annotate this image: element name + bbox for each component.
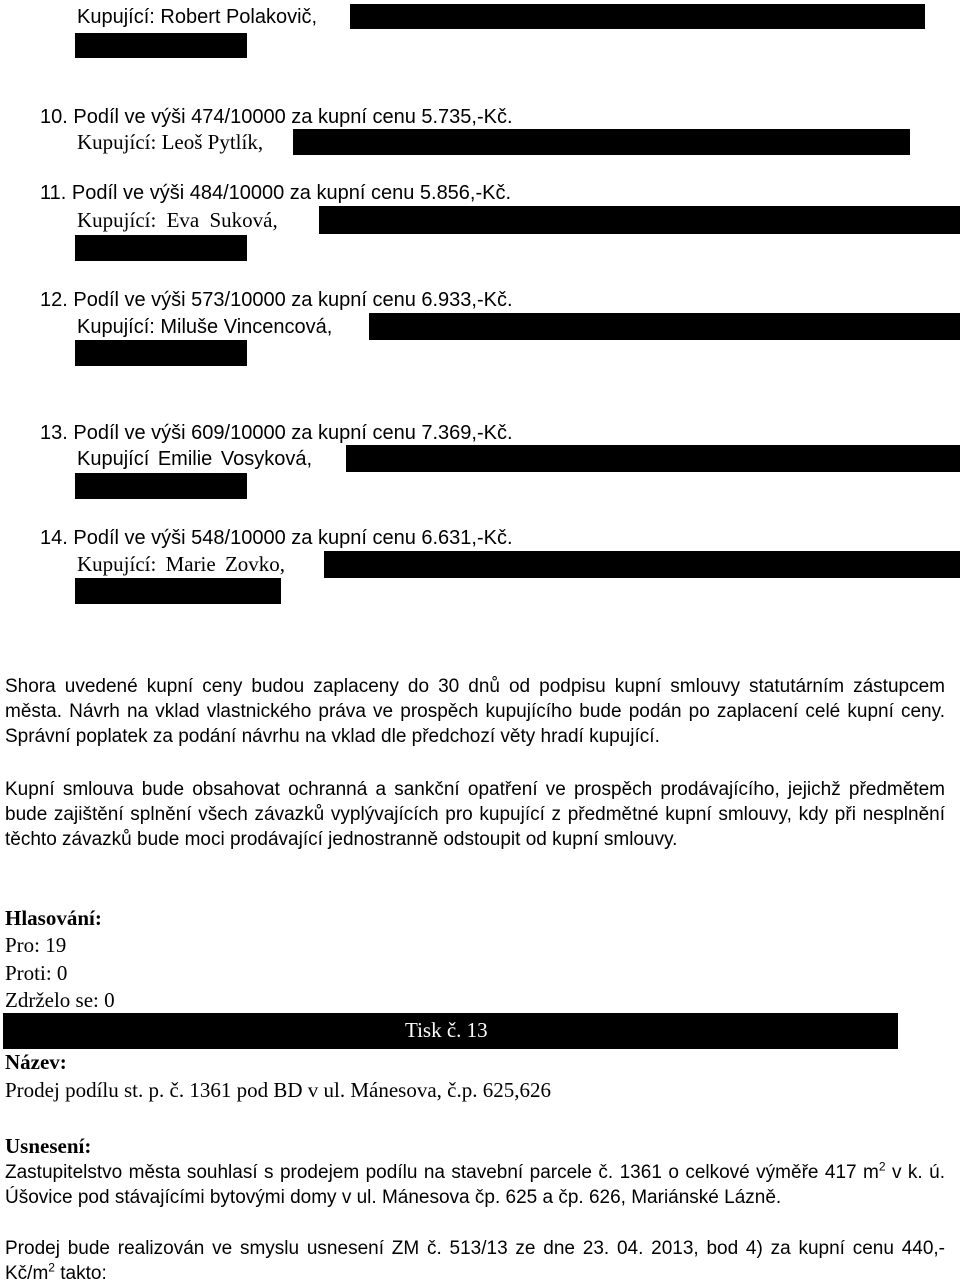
print-number: Tisk č. 13 [405,1018,488,1042]
buyer-item-14: Kupující: Marie Zovko, [77,552,286,576]
redaction-bar [346,445,960,472]
contract-paragraph: Kupní smlouva bude obsahovat ochranná a sankční opatření ve prospěch prodávajícího, jejichž předmětem bude zajištění splnění všech závazků vyplývajících pro kupující z předmětné kupní smlouvy, kdy při nesplnění těchto závazků bude moci prodávající jednostranně odstoupit od kupní smlouvy. [5,779,945,850]
redaction-bar [75,340,247,366]
resolution-text-2 [5,1236,945,1286]
buyer-item-11: Kupující: Eva Suková, [77,208,278,232]
resolution-text-1-a: Zastupitelstvo města souhlasí s prodejem podílu na stavební parcele č. 1361 o celkové výměře 417 m [5,1162,879,1183]
redaction-bar [75,33,247,58]
title-value: Prodej podílu st. p. č. 1361 pod BD v ul. Mánesova, č.p. 625,626 [5,1078,551,1102]
resolution-sup-2: 2 [48,1260,55,1275]
voting-against: Proti: 0 [5,961,68,985]
share-item-14: 14. Podíl ve výši 548/10000 za kupní cenu 6.631,-Kč. [40,527,513,549]
redaction-bar [75,473,247,499]
voting-heading: Hlasování: [5,906,102,930]
voting-abstained: Zdrželo se: 0 [5,988,115,1012]
share-item-13: 13. Podíl ve výši 609/10000 za kupní cenu 7.369,-Kč. [40,422,513,444]
redaction-bar [369,313,960,340]
voting-for: Pro: 19 [5,933,67,957]
redaction-bar [350,4,925,29]
resolution-text-1 [5,1160,945,1210]
resolution-text-2-b: takto: [54,1263,107,1284]
redaction-bar [319,206,960,234]
resolution-text-1-b: v k. ú. Úšovice pod stávajícími bytovými domy v ul. Mánesova čp. 625 a čp. 626, Mariánské Lázně. [5,1162,945,1208]
redaction-bar [293,129,910,155]
share-item-10: 10. Podíl ve výši 474/10000 za kupní cenu 5.735,-Kč. [40,106,513,128]
resolution-heading: Usnesení: [5,1134,92,1158]
share-item-12: 12. Podíl ve výši 573/10000 za kupní cenu 6.933,-Kč. [40,289,513,311]
title-heading: Název: [5,1050,67,1074]
buyer-item-13: Kupující Emilie Vosyková, [77,448,312,470]
redaction-bar [75,578,281,604]
payment-paragraph: Shora uvedené kupní ceny budou zaplaceny do 30 dnů od podpisu kupní smlouvy statutárním zástupcem města. Návrh na vklad vlastnického práva ve prospěch kupujícího bude podán po zaplacení celé kupní ceny. Správní poplatek za podání návrhu na vklad dle předchozí věty hradí kupující. [5,676,945,747]
share-item-11: 11. Podíl ve výši 484/10000 za kupní cenu 5.856,-Kč. [40,182,512,204]
resolution-text-2-a: Prodej bude realizován ve smyslu usnesení ZM č. 513/13 ze dne 23. 04. 2013, bod 4) za kupní cenu 440,- Kč/m [5,1238,945,1284]
buyer-item-10: Kupující: Leoš Pytlík, [77,130,264,154]
buyer-robert: Kupující: Robert Polakovič, [77,6,318,28]
resolution-sup-1: 2 [878,1159,886,1174]
redaction-bar [324,551,960,578]
redaction-bar [75,235,247,261]
buyer-item-12: Kupující: Miluše Vincencová, [77,316,333,338]
